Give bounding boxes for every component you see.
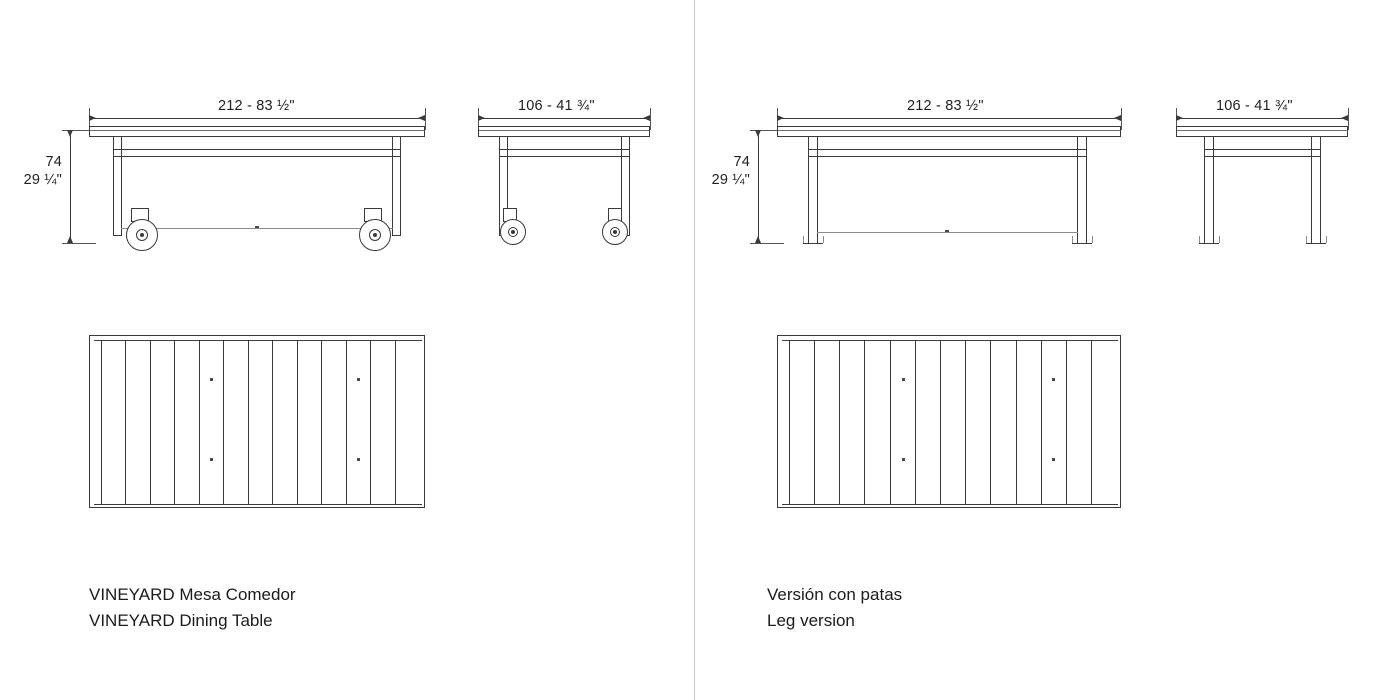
leg-glide-right-inner bbox=[1306, 236, 1307, 243]
frame-upright-left-outer bbox=[499, 137, 500, 235]
castor-axle-right bbox=[373, 233, 377, 237]
castor-axle-left bbox=[511, 230, 515, 234]
leg-right-outer bbox=[1320, 137, 1321, 243]
caption-right-line1: Versión con patas bbox=[767, 585, 903, 604]
plan-fixing-mark bbox=[1052, 378, 1055, 381]
dim-arrow bbox=[89, 115, 96, 121]
frame-upright-right-inner bbox=[392, 137, 393, 235]
frame-top-rail-upper bbox=[499, 149, 630, 150]
leg-foot-left bbox=[1199, 243, 1219, 244]
dim-extension-line bbox=[650, 108, 651, 130]
plan-slat bbox=[915, 341, 916, 504]
leg-foot-right bbox=[1306, 243, 1326, 244]
dim-line-width bbox=[1176, 118, 1348, 119]
frame-top-rail-upper bbox=[113, 149, 401, 150]
plan-inner-edge-bottom bbox=[782, 504, 1118, 505]
table-top-slab bbox=[478, 126, 650, 137]
plan-inner-edge-top bbox=[782, 340, 1118, 341]
frame-bottom-stretcher bbox=[121, 228, 393, 229]
dimension-width-label: 212 - 83 ½" bbox=[218, 98, 295, 114]
plan-fixing-mark bbox=[902, 458, 905, 461]
table-top-edge-line bbox=[778, 130, 1120, 131]
dimension-height-label-2: 29 ¼" bbox=[711, 172, 750, 188]
plan-slat bbox=[1041, 341, 1042, 504]
plan-slat bbox=[199, 341, 200, 504]
dimension-width-label: 106 - 41 ¾" bbox=[518, 98, 595, 114]
plan-slat bbox=[940, 341, 941, 504]
plan-slat bbox=[990, 341, 991, 504]
dim-extension-line bbox=[1121, 108, 1122, 130]
plan-slat bbox=[125, 341, 126, 504]
dim-arrow bbox=[67, 236, 73, 243]
leg-foot-right bbox=[1072, 243, 1092, 244]
dim-arrow bbox=[643, 115, 650, 121]
frame-top-rail-upper bbox=[1204, 149, 1321, 150]
plan-fixing-mark bbox=[210, 378, 213, 381]
plan-slat bbox=[297, 341, 298, 504]
table-top-edge-line bbox=[479, 130, 649, 131]
dim-extension-line bbox=[1348, 108, 1349, 130]
dim-arrow bbox=[1114, 115, 1121, 121]
dim-line-height bbox=[70, 130, 71, 243]
table-top-edge-line bbox=[90, 130, 424, 131]
plan-slat bbox=[346, 341, 347, 504]
dim-extension-line bbox=[750, 243, 784, 244]
leg-glide-left-inner bbox=[823, 236, 824, 243]
plan-slat bbox=[1066, 341, 1067, 504]
frame-upright-left-outer bbox=[113, 137, 114, 235]
plan-slat bbox=[395, 341, 396, 504]
dim-arrow bbox=[755, 236, 761, 243]
table-top-edge-line bbox=[1177, 130, 1347, 131]
dim-line-width bbox=[89, 118, 425, 119]
leg-left-outer bbox=[808, 137, 809, 243]
dim-arrow bbox=[1341, 115, 1348, 121]
plan-slat bbox=[150, 341, 151, 504]
leg-glide-left-inner bbox=[1219, 236, 1220, 243]
leg-glide-left-outer bbox=[1199, 236, 1200, 243]
plan-slat bbox=[890, 341, 891, 504]
dim-line-width bbox=[777, 118, 1121, 119]
frame-top-rail-lower bbox=[113, 156, 401, 157]
panel-castor-version bbox=[0, 0, 694, 700]
center-mark bbox=[255, 226, 259, 228]
frame-upright-right-outer bbox=[400, 137, 401, 235]
dim-arrow bbox=[777, 115, 784, 121]
caption-left-line2: VINEYARD Dining Table bbox=[89, 611, 273, 630]
dimension-height-label-2: 29 ¼" bbox=[23, 172, 62, 188]
plan-slat bbox=[839, 341, 840, 504]
plan-slat bbox=[789, 341, 790, 504]
leg-left-outer bbox=[1204, 137, 1205, 243]
frame-top-rail-lower bbox=[1204, 156, 1321, 157]
plan-view-leg bbox=[777, 335, 1121, 508]
plan-slat bbox=[814, 341, 815, 504]
table-top-slab bbox=[777, 126, 1121, 137]
frame-bottom-stretcher bbox=[817, 232, 1078, 233]
leg-right-outer bbox=[1086, 137, 1087, 243]
plan-inner-edge-bottom bbox=[94, 504, 422, 505]
plan-slat bbox=[321, 341, 322, 504]
plan-slat bbox=[174, 341, 175, 504]
plan-slat bbox=[370, 341, 371, 504]
frame-upright-right-outer bbox=[629, 137, 630, 235]
castor-axle-right bbox=[613, 230, 617, 234]
plan-fixing-mark bbox=[357, 378, 360, 381]
plan-slat bbox=[272, 341, 273, 504]
dim-arrow bbox=[1176, 115, 1183, 121]
leg-glide-left-outer bbox=[803, 236, 804, 243]
plan-fixing-mark bbox=[1052, 458, 1055, 461]
dimension-width-label: 106 - 41 ¾" bbox=[1216, 98, 1293, 114]
caption-left-line1: VINEYARD Mesa Comedor bbox=[89, 585, 296, 604]
dim-extension-line bbox=[62, 243, 96, 244]
plan-slat bbox=[864, 341, 865, 504]
frame-upright-left-inner bbox=[121, 137, 122, 235]
frame-top-rail-lower bbox=[499, 156, 630, 157]
leg-glide-right-inner bbox=[1072, 236, 1073, 243]
panel-leg-version bbox=[695, 0, 1400, 700]
frame-foot-left bbox=[113, 235, 122, 236]
plan-fixing-mark bbox=[210, 458, 213, 461]
plan-slat bbox=[101, 341, 102, 504]
table-top-slab bbox=[1176, 126, 1348, 137]
plan-fixing-mark bbox=[902, 378, 905, 381]
dimension-height-label-1: 74 bbox=[45, 154, 62, 170]
dimension-height-label-1: 74 bbox=[733, 154, 750, 170]
leg-left-inner bbox=[817, 137, 818, 243]
frame-foot-right bbox=[392, 235, 401, 236]
dim-extension-line bbox=[425, 108, 426, 130]
frame-top-rail-upper bbox=[808, 149, 1087, 150]
castor-axle-left bbox=[140, 233, 144, 237]
dim-arrow bbox=[755, 130, 761, 137]
frame-top-rail-lower bbox=[808, 156, 1087, 157]
plan-view-castor bbox=[89, 335, 425, 508]
dimension-width-label: 212 - 83 ½" bbox=[907, 98, 984, 114]
caption-right-line2: Leg version bbox=[767, 611, 855, 630]
plan-slat bbox=[248, 341, 249, 504]
plan-slat bbox=[1091, 341, 1092, 504]
plan-slat bbox=[965, 341, 966, 504]
dim-arrow bbox=[67, 130, 73, 137]
leg-glide-right-outer bbox=[1092, 236, 1093, 243]
dim-arrow bbox=[418, 115, 425, 121]
dim-line-width bbox=[478, 118, 650, 119]
plan-slat bbox=[223, 341, 224, 504]
plan-inner-edge-top bbox=[94, 340, 422, 341]
dim-arrow bbox=[478, 115, 485, 121]
dim-line-height bbox=[758, 130, 759, 243]
leg-left-inner bbox=[1213, 137, 1214, 243]
leg-right-inner bbox=[1077, 137, 1078, 243]
table-top-slab bbox=[89, 126, 425, 137]
plan-fixing-mark bbox=[357, 458, 360, 461]
center-mark bbox=[945, 230, 949, 232]
leg-foot-left bbox=[803, 243, 823, 244]
leg-right-inner bbox=[1311, 137, 1312, 243]
leg-glide-right-outer bbox=[1326, 236, 1327, 243]
plan-slat bbox=[1016, 341, 1017, 504]
